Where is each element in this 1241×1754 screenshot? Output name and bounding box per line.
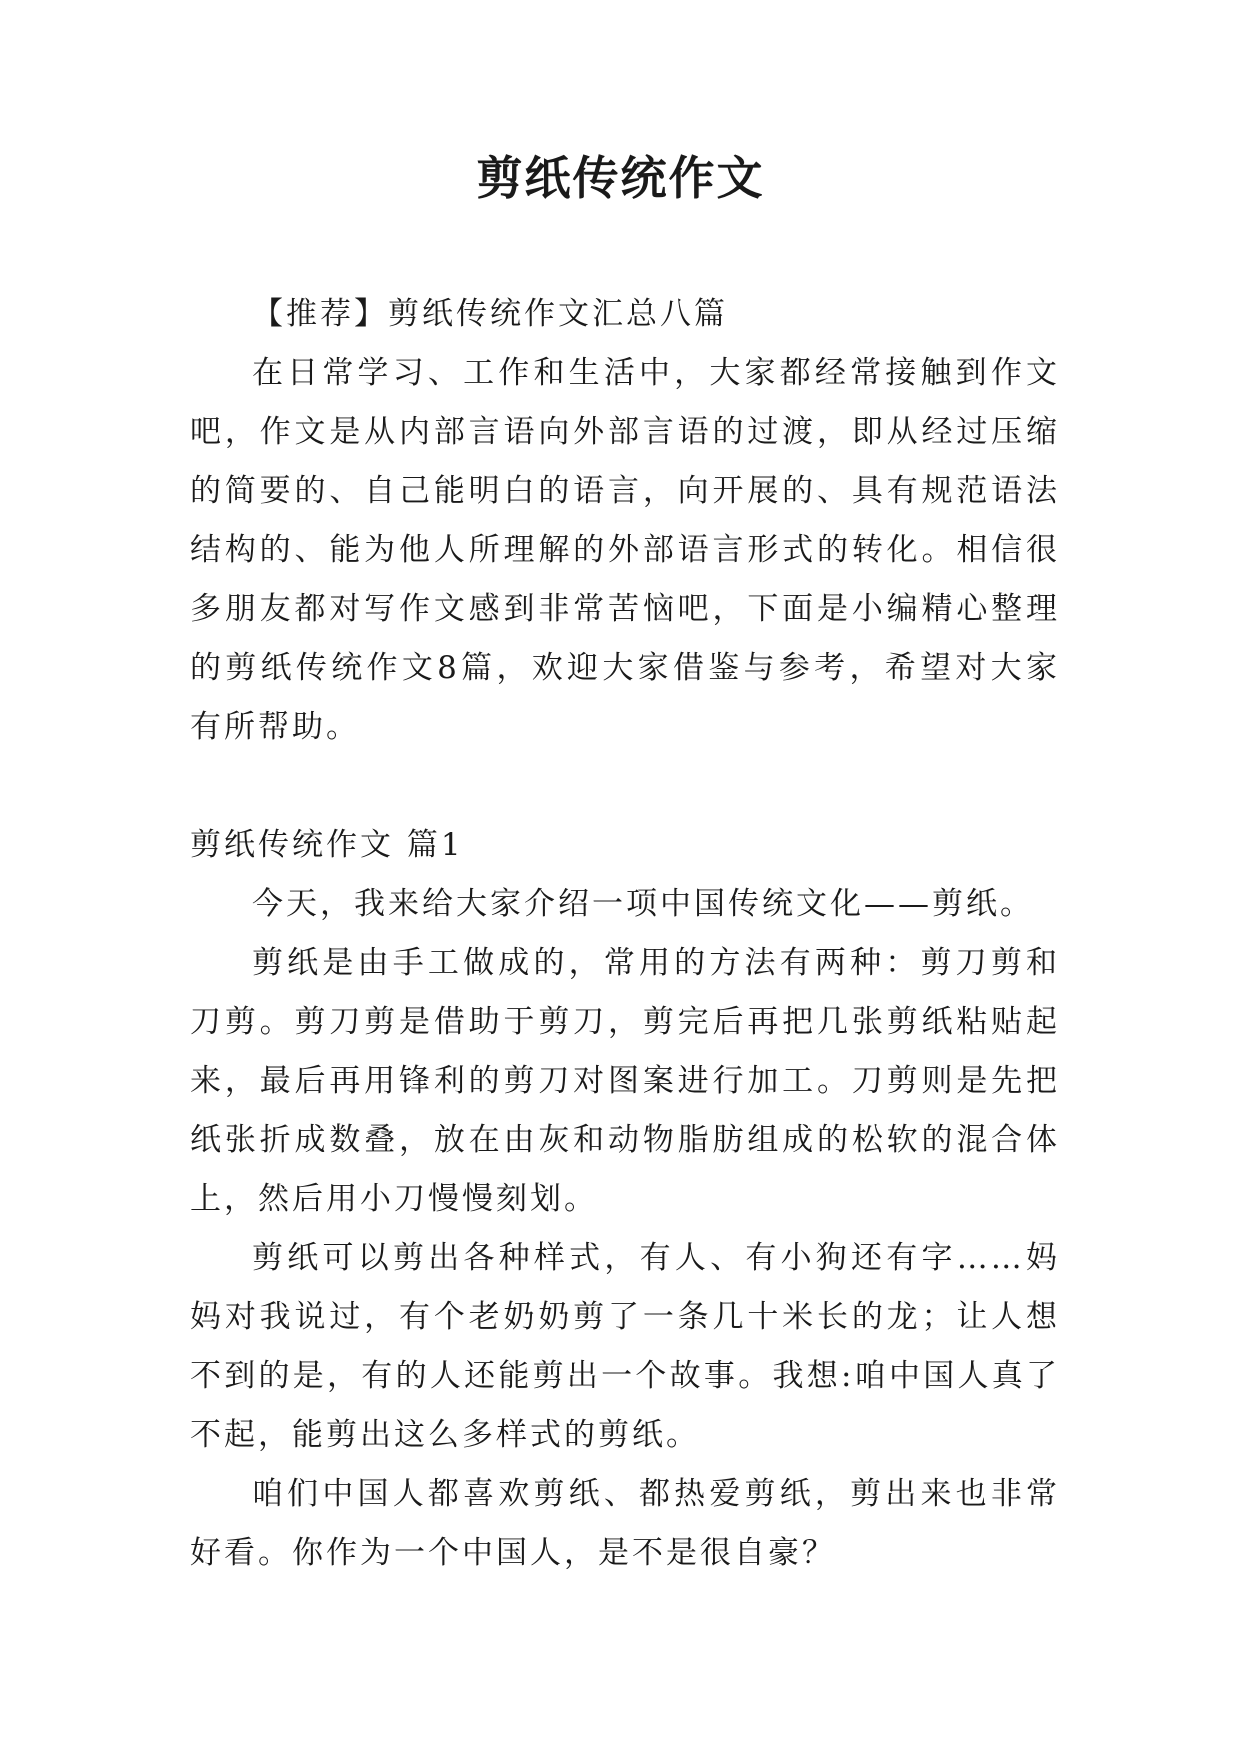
recommend-line: 【推荐】剪纸传统作文汇总八篇 [252, 296, 728, 332]
section-paragraph: 咱们中国人都喜欢剪纸、都热爱剪纸，剪出来也非常好看。你作为一个中国人，是不是很自豪？ [190, 1476, 1060, 1571]
section-spacer [190, 757, 1060, 816]
section-heading: 剪纸传统作文 篇1 [190, 827, 464, 863]
section-paragraph: 剪纸是由手工做成的，常用的方法有两种：剪刀剪和刀剪。剪刀剪是借助于剪刀，剪完后再把几张剪纸粘贴起来，最后再用锋利的剪刀对图案进行加工。刀剪则是先把纸张折成数叠，放在由灰和动物脂肪组成的松软的混合体上，然后用小刀慢慢刻划。 [190, 945, 1060, 1217]
page-title: 剪纸传统作文 [476, 151, 765, 205]
section-paragraph: 剪纸可以剪出各种样式，有人、有小狗还有字……妈妈对我说过，有个老奶奶剪了一条几十米长的龙；让人想不到的是，有的人还能剪出一个故事。我想:咱中国人真了不起，能剪出这么多样式的剪纸。 [190, 1240, 1060, 1453]
intro-paragraph: 在日常学习、工作和生活中，大家都经常接触到作文吧，作文是从内部言语向外部言语的过渡，即从经过压缩的简要的、自己能明白的语言，向开展的、具有规范语法结构的、能为他人所理解的外部语言形式的转化。相信很多朋友都对写作文感到非常苦恼吧，下面是小编精心整理的剪纸传统作文8篇，欢迎大家借鉴与参考，希望对大家有所帮助。 [190, 355, 1060, 745]
document-body [190, 285, 1060, 1583]
section-paragraph: 今天，我来给大家介绍一项中国传统文化——剪纸。 [252, 886, 1034, 922]
